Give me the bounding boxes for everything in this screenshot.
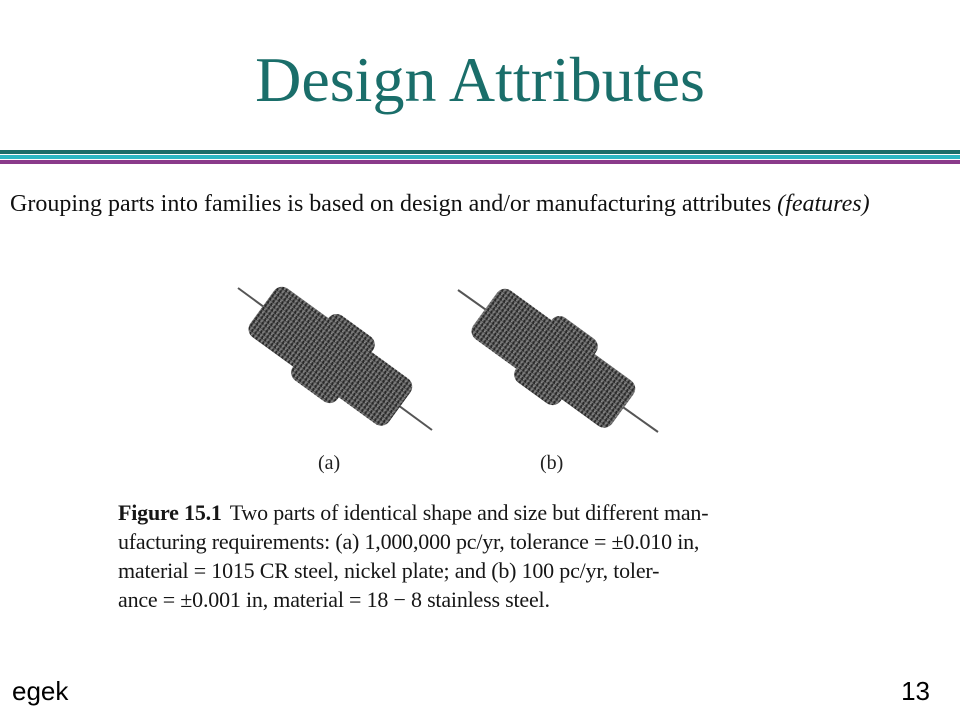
caption-line-4: ance = ±0.001 in, material = 18 − 8 stainless steel. [118, 587, 550, 612]
body-paragraph [10, 186, 940, 222]
parts-illustration [110, 280, 810, 490]
slide-title: Design Attributes [255, 44, 705, 115]
caption-line-2: ufacturing requirements: (a) 1,000,000 pc/yr, tolerance = ±0.010 in, [118, 529, 700, 554]
divider-line-cyan [0, 155, 960, 159]
footer-author: egek [12, 676, 69, 706]
part-b-drawing [458, 280, 658, 441]
body-text-features: (features) [777, 191, 870, 217]
part-b-label: (b) [540, 452, 564, 474]
caption-line-3: material = 1015 CR steel, nickel plate; and (b) 100 pc/yr, toler- [118, 558, 660, 583]
caption-line-1-text: Two parts of identical shape and size but different man- [229, 500, 709, 525]
divider-line-teal [0, 150, 960, 154]
page-number: 13 [901, 676, 930, 706]
caption-figure-number: Figure 15.1 [118, 500, 222, 525]
part-a-label: (a) [318, 452, 341, 474]
caption-line-1 [118, 498, 798, 527]
figure-15-1 [110, 280, 810, 640]
divider-line-purple [0, 160, 960, 164]
figure-caption [118, 498, 798, 614]
body-text-main: Grouping parts into families is based on design and/or manufacturing attributes [10, 191, 778, 217]
part-a-drawing [238, 280, 432, 439]
title-divider [0, 150, 960, 166]
